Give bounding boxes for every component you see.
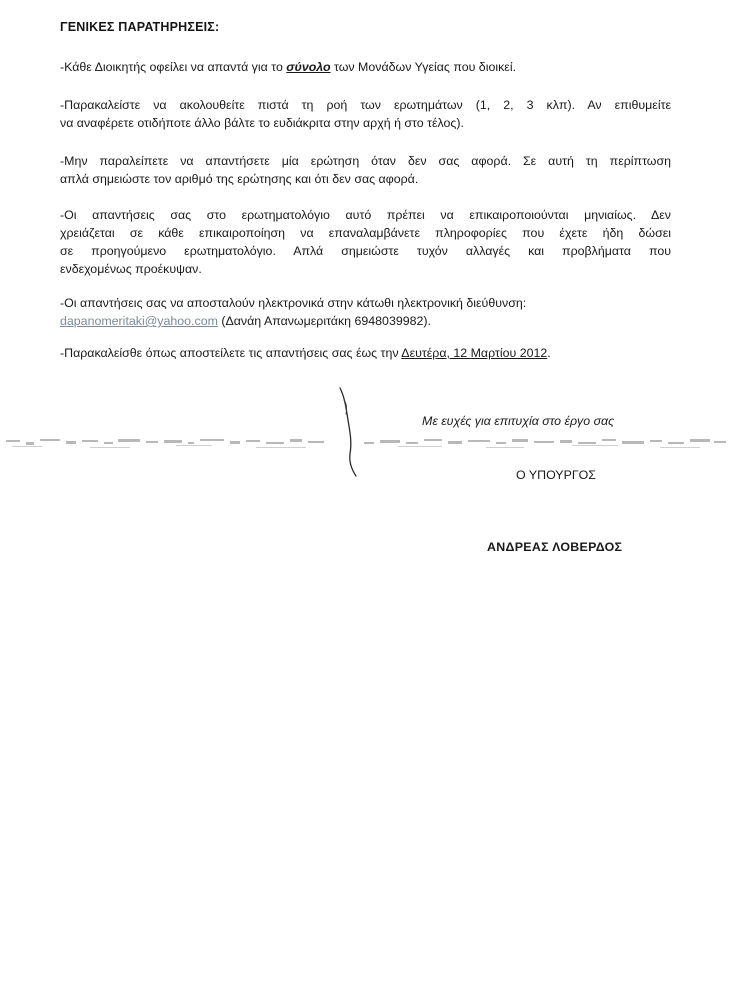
paragraph-line: απλά σημειώστε τον αριθμό της ερώτησης και ότι δεν σας αφορά. — [60, 172, 419, 186]
deadline-date: Δευτέρα, 12 Μαρτίου 2012 — [401, 346, 548, 360]
paragraph-line: σε προηγούμενο ερωτηματολόγιο. Απλά σημειώστε τυχόν αλλαγές και προβλήματα που — [60, 244, 671, 258]
text-segment: -Παρακαλείσθε όπως αποστείλετε τις απαντήσεις σας έως την — [60, 346, 402, 360]
paragraph-line: να αναφέρετε οτιδήποτε άλλο βάλτε το ευδιάκριτα στην αρχή ή στο τέλος). — [60, 116, 464, 130]
paragraph-line: -Μην παραλείπετε να απαντήσετε μία ερώτηση όταν δεν σας αφορά. Σε αυτή τη περίπτωση — [60, 154, 671, 168]
text-segment: των Μονάδων Υγείας που διοικεί. — [330, 60, 517, 74]
paragraph-line: -Παρακαλείστε να ακολουθείτε πιστά τη ροή των ερωτημάτων (1, 2, 3 κλπ). Αν επιθυμείτε — [60, 98, 671, 112]
paragraph-line: -Οι απαντήσεις σας να αποσταλούν ηλεκτρονικά στην κάτωθι ηλεκτρονική διεύθυνση: — [60, 296, 527, 310]
contact-person: (Δανάη Απανωμεριτάκη 6948039982). — [217, 314, 431, 328]
paragraph-line: χρειάζεται σε κάθε επικαιροποίηση να επαναλαμβάνετε πληροφορίες που έχετε ήδη δώσει — [60, 226, 671, 240]
closing-wishes: Με ευχές για επιτυχία στο έργο σας — [422, 414, 615, 428]
emphasized-word: σύνολο — [286, 60, 331, 74]
text-segment: -Κάθε Διοικητής οφείλει να απαντά για το — [60, 60, 287, 74]
signer-name: ΑΝΔΡΕΑΣ ΛΟΒΕΡΔΟΣ — [487, 540, 623, 554]
scan-artifact-band — [0, 430, 733, 460]
page-heading: ΓΕΝΙΚΕΣ ΠΑΡΑΤΗΡΗΣΕΙΣ: — [60, 20, 220, 34]
email-link[interactable]: dapanomeritaki@yahoo.com — [60, 314, 218, 328]
text-segment: . — [547, 346, 551, 360]
paragraph-line: ενδεχομένως προέκυψαν. — [60, 262, 202, 276]
signer-title: Ο ΥΠΟΥΡΓΟΣ — [516, 468, 596, 482]
paragraph-line: -Οι απαντήσεις σας στο ερωτηματολόγιο αυτό πρέπει να επικαιροποιούνται μηνιαίως. Δεν — [60, 208, 671, 222]
